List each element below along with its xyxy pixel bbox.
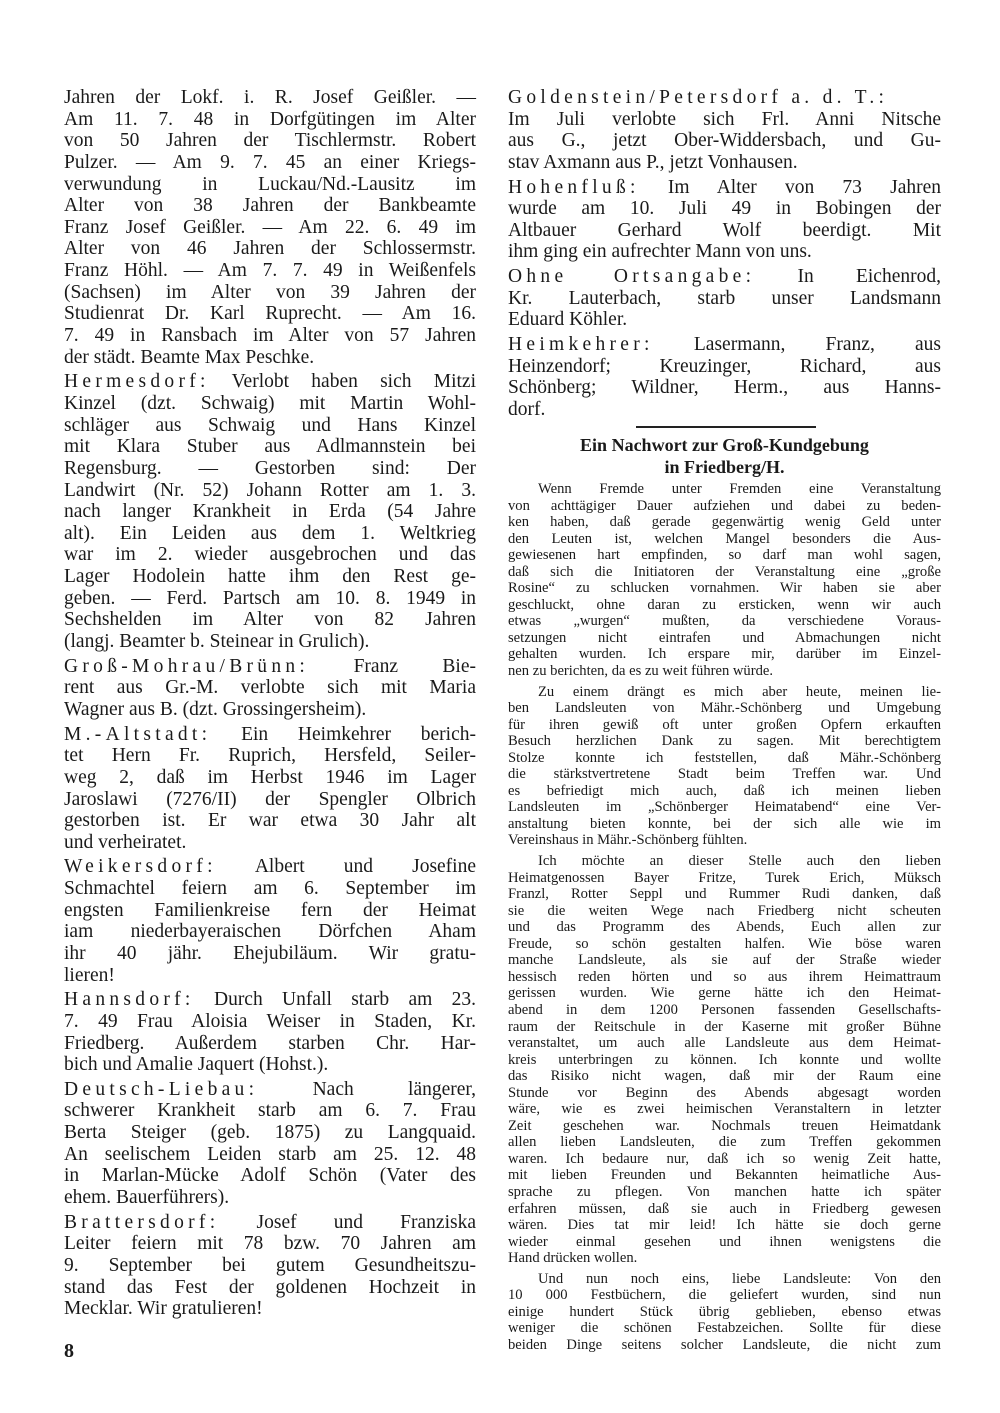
text-line: veranstaltet, um auch alle Landsleute aus dem Heimat- — [508, 1035, 941, 1052]
place-name: Brattersdorf: — [64, 1211, 220, 1233]
text-line: stav Axmann aus P., jetzt Vonhausen. — [508, 151, 798, 173]
text-line — [508, 334, 941, 356]
text-line: erfahren müssen, daß sie auch in Friedberg gewesen — [508, 1200, 941, 1217]
text-line — [64, 1079, 476, 1101]
text-line: allen lieben Landsleuten, die zum Treffen gekommen — [508, 1134, 941, 1151]
text-line: Und nun noch eins, liebe Landsleute: Von den — [538, 1270, 941, 1287]
article-headline — [508, 434, 941, 478]
text-line: Hand drücken wollen. — [508, 1250, 638, 1267]
text-line: engsten Familienkreise fern der Heimat — [64, 899, 476, 921]
text-line: wurde am 10. Juli 49 in Bobingen der — [508, 198, 941, 220]
text-line: 10 000 Festbüchern, die geliefert wurden, sind nun — [508, 1287, 941, 1304]
text-line: setzungen nicht eintrafen und Abmachungen nicht — [508, 629, 941, 646]
text-line: wieder einmal gesehen und ihnen wenigstens die — [508, 1233, 941, 1250]
place-name: Deutsch-Liebau: — [64, 1078, 259, 1100]
entry-text: Durch Unfall starb am 23. — [194, 989, 476, 1011]
article-paragraph — [508, 481, 941, 680]
entry-text: Lasermann, Franz, aus — [653, 334, 941, 356]
place-name: Heimkehrer: — [508, 334, 654, 356]
entry — [508, 334, 941, 421]
entry-text: In Eichenrod, — [755, 266, 941, 288]
text-line: Mecklar. Wir gratulieren! — [64, 1298, 263, 1320]
text-line: Schönberg; Wildner, Herm., aus Hanns- — [508, 377, 941, 399]
text-line: weg 2, daß im Herbst 1946 im Lager — [64, 766, 476, 788]
text-line: raum der Reitschule in der Kaserne mit großer Bühne — [508, 1018, 941, 1035]
text-line: Stunde vor Beginn des Abends abgesagt worden — [508, 1084, 941, 1101]
text-line: anstaltung bieten konnte, bei der sich alle wie im — [508, 815, 941, 832]
text-line: Eduard Köhler. — [508, 309, 628, 331]
text-line: Freude, so schön gestalten halfen. Wie böse waren — [508, 935, 941, 952]
text-line: und verheiratet. — [64, 831, 187, 853]
entry — [64, 371, 476, 652]
text-line: Wenn Fremde unter Fremden eine Veranstaltung — [538, 481, 941, 497]
text-line: (langj. Beamter b. Steinear in Grulich). — [64, 631, 370, 653]
text-line — [508, 177, 941, 199]
text-line: der städt. Beamte Max Peschke. — [64, 346, 315, 368]
entry — [64, 87, 476, 368]
place-name: Hohenfluß: — [508, 176, 640, 198]
text-line: für ihren gewiß oft unter großen Opfern erkauften — [508, 716, 941, 733]
entry — [508, 87, 941, 174]
entry-text: Josef und Franziska — [219, 1211, 476, 1233]
text-line: alt). Ein Leiden aus dem 1. Weltkrieg — [64, 522, 476, 544]
text-line: gehalten wurden. Ich erspare mir, darüber im Einzel- — [508, 646, 941, 663]
text-line: von 50 Jahren der Tischlermstr. Robert — [64, 130, 476, 152]
text-line: Kr. Lauterbach, starb unser Landsmann — [508, 287, 941, 309]
text-line — [64, 656, 476, 678]
divider-rule — [636, 426, 816, 428]
place-name: M.-Altstadt: — [64, 723, 212, 745]
place-name: Weikersdorf: — [64, 856, 217, 878]
text-line — [64, 371, 476, 393]
text-line: Franz Höhl. — Am 7. 7. 49 in Weißenfels — [64, 260, 476, 282]
text-line: Schmachtel feiern am 6. September im — [64, 878, 476, 900]
text-line: bich und Amalie Jaquert (Hohst.). — [64, 1054, 329, 1076]
place-name: Ohne Ortsangabe: — [508, 266, 756, 288]
text-line: Altbauer Gerhard Wolf beerdigt. Mit — [508, 219, 941, 241]
text-line: dorf. — [508, 398, 546, 420]
text-line: iam niederbayeraischen Dörfchen Aham — [64, 921, 476, 943]
text-line: mit Klara Stuber aus Adlmannstein bei — [64, 436, 476, 458]
place-name: Groß-Mohrau/Brünn: — [64, 655, 310, 677]
entry-text: Nach längerer, — [258, 1078, 476, 1100]
text-line: gerissen wurden. Wie gerne hätte ich den Heimat- — [508, 985, 941, 1002]
text-line: Leiter feiern mit 78 bzw. 70 Jahren am — [64, 1233, 476, 1255]
text-line: schwerer Krankheit starb am 6. 7. Frau — [64, 1100, 476, 1122]
entry — [64, 1212, 476, 1320]
text-line: Landwirt (Nr. 52) Johann Rotter am 1. 3. — [64, 479, 476, 501]
text-line: Heinzendorf; Kreuzinger, Richard, aus — [508, 355, 941, 377]
text-line: Zeit geschehen war. Nochmals treuen Heimatdank — [508, 1117, 941, 1134]
text-line: Stolze konnte ich feststellen, daß Mähr.-Schönberg — [508, 749, 941, 766]
text-line: waren. Ich bedaure nur, daß ich so wenig Zeit hatte, — [508, 1150, 941, 1167]
text-line: schläger aus Schwaig und Hans Kinzel — [64, 414, 476, 436]
text-line: geben. — Ferd. Partsch am 10. 8. 1949 in — [64, 587, 476, 609]
text-line — [64, 856, 476, 878]
text-line: Pulzer. — Am 9. 7. 45 an einer Kriegs- — [64, 151, 476, 173]
text-line: mit lieben Freunden und Bekannten heimatliche Aus- — [508, 1167, 941, 1184]
text-line: sie die weiten Wege nach Friedberg nicht scheuten — [508, 902, 941, 919]
left-column — [64, 87, 476, 1323]
text-line: wäre, wie es zwei heimischen Veranstaltern in letzter — [508, 1101, 941, 1118]
text-line: Am 11. 7. 48 in Dorfgütingen im Alter — [64, 108, 476, 130]
text-line: manche Landsleute, als sie auf der Straße wieder — [508, 952, 941, 969]
text-line: etwas „wurgen“ mußten, da verschiedene Voraus- — [508, 613, 941, 630]
text-line: Heimatgenossen Bayer Fritze, Turek Erich, Müksch — [508, 869, 941, 886]
text-line: Alter von 46 Jahren der Schlossermstr. — [64, 238, 476, 260]
text-line: war im 2. wieder ausgebrochen und das — [64, 544, 476, 566]
text-line: nach langer Krankheit in Erda (54 Jahre — [64, 501, 476, 523]
text-line: Alter von 38 Jahren der Bankbeamte — [64, 195, 476, 217]
text-line: hessisch reden hörten und so aus ihrem Heimattraum — [508, 968, 941, 985]
text-line: die stärkstvertretene Stadt beim Treffen war. Und — [508, 766, 941, 783]
entry — [64, 1079, 476, 1209]
article-paragraph — [508, 684, 941, 849]
text-line: wären. Dies tat mir leid! Ich hätte sie doch gerne — [508, 1217, 941, 1234]
entry — [64, 656, 476, 721]
text-line: gestorben ist. Er war etwa 30 Jahr alt — [64, 810, 476, 832]
text-line: Friedberg. Außerdem starben Chr. Har- — [64, 1032, 476, 1054]
text-line — [508, 266, 941, 288]
text-line: tet Hern Fr. Ruprich, Hersfeld, Seiler- — [64, 745, 476, 767]
headline-line: Ein Nachwort zur Groß-Kundgebung — [580, 435, 869, 455]
text-line: Zu einem drängt es mich aber heute, meinen lie- — [538, 683, 941, 700]
text-line: sprache zu pflegen. Von manchen hatte ich später — [508, 1183, 941, 1200]
text-line: aus G., jetzt Ober-Widdersbach, und Gu- — [508, 130, 941, 152]
text-line: Sechshelden im Alter von 82 Jahren — [64, 609, 476, 631]
text-line: Berta Steiger (geb. 1875) zu Langquaid. — [64, 1122, 476, 1144]
text-line: Wagner aus B. (dzt. Grossingersheim). — [64, 698, 367, 720]
text-line: stand das Fest der goldenen Hochzeit in — [64, 1276, 476, 1298]
text-line: verwundung in Luckau/Nd.-Lausitz im — [64, 173, 476, 195]
entry — [508, 266, 941, 331]
entry-text: Ein Heimkehrer berich- — [211, 723, 476, 745]
text-line: Besuch herzlichen Dank zu sagen. Mit berechtigtem — [508, 733, 941, 750]
text-line: den Leuten ist, welchen Mangel besonders die Aus- — [508, 530, 941, 547]
text-line: abend in dem 1200 Personen fassenden Gesellschafts- — [508, 1001, 941, 1018]
right-column — [508, 87, 941, 424]
text-line — [64, 989, 476, 1011]
place-name: Hannsdorf: — [64, 989, 195, 1011]
text-line — [508, 87, 941, 109]
text-line — [64, 724, 476, 746]
text-line: Vereinshaus in Mähr.-Schönberg fühlten. — [508, 832, 748, 849]
text-line: einige hundert Stück übrig geblieben, ebenso etwas — [508, 1303, 941, 1320]
entry-text: Im Alter von 73 Jahren — [639, 176, 941, 198]
text-line: Landsleuten im „Schönberger Heimatabend“ eine Ver- — [508, 799, 941, 816]
entry — [508, 177, 941, 264]
text-line: in Marlan-Mücke Adolf Schön (Vater des — [64, 1165, 476, 1187]
text-line: und das Programm des Abends, Euch allen zur — [508, 919, 941, 936]
text-line: nen zu berichten, da es zu weit führen würde. — [508, 663, 774, 680]
entry — [64, 856, 476, 986]
text-line: lieren! — [64, 964, 115, 986]
text-line: gewiesenen hart empfinden, so darf man wohl sagen, — [508, 547, 941, 564]
text-line — [64, 1212, 476, 1234]
entry — [64, 989, 476, 1076]
text-line: Jaroslawi (7276/II) der Spengler Olbrich — [64, 788, 476, 810]
entry-text: Franz Bie- — [309, 655, 476, 677]
text-line: Jahren der Lokf. i. R. Josef Geißler. — — [64, 87, 476, 108]
text-line: Lager Hodolein hatte ihm den Rest ge- — [64, 566, 476, 588]
text-line: (Sachsen) im Alter von 39 Jahren der — [64, 281, 476, 303]
text-line: ihm ging ein aufrechter Mann von uns. — [508, 241, 812, 263]
page-number: 8 — [64, 1340, 74, 1362]
place-name: Hermesdorf: — [64, 371, 210, 393]
text-line: 7. 49 in Ransbach im Alter von 57 Jahren — [64, 325, 476, 347]
article-paragraph — [508, 853, 941, 1267]
text-line: rent aus Gr.-M. verlobte sich mit Maria — [64, 677, 476, 699]
text-line: geschluckt, ohne daran zu ersticken, wenn wir auch — [508, 596, 941, 613]
article-body — [508, 481, 941, 1357]
text-line: weniger die schönen Festabzeichen. Sollte für diese — [508, 1320, 941, 1337]
text-line: von achttägiger Dauer aufziehen und dabei zu beden- — [508, 497, 941, 514]
text-line: An seelischem Leiden starb am 25. 12. 48 — [64, 1143, 476, 1165]
entry-text: Verlobt haben sich Mitzi — [209, 371, 476, 393]
entry — [64, 724, 476, 854]
text-line: ihr 40 jähr. Ehejubiläum. Wir gratu- — [64, 942, 476, 964]
entry-text: Albert und Josefine — [216, 856, 476, 878]
text-line: ben Landsleuten von Mähr.-Schönberg und Umgebung — [508, 700, 941, 717]
text-line: ehem. Bauerführers). — [64, 1187, 230, 1209]
text-line: ken haben, daß gerade gegenwärtig wenig Geld unter — [508, 514, 941, 531]
text-line: Im Juli verlobte sich Frl. Anni Nitsche — [508, 108, 941, 130]
text-line: Rosine“ zu schlucken vornahmen. Wir haben sie aber — [508, 580, 941, 597]
text-line: das Risiko nicht wagen, daß mir der Raum eine — [508, 1068, 941, 1085]
text-line: 9. September bei gutem Gesundheitszu- — [64, 1254, 476, 1276]
text-line: Franz Josef Geißler. — Am 22. 6. 49 im — [64, 216, 476, 238]
text-line: Kinzel (dzt. Schwaig) mit Martin Wohl- — [64, 392, 476, 414]
headline-line: in Friedberg/H. — [664, 457, 785, 477]
article-paragraph — [508, 1271, 941, 1354]
text-line: Franzl, Rotter Seppl und Rummer Rudi danken, daß — [508, 886, 941, 903]
text-line: daß sich die Initiatoren der Veranstaltung eine „große — [508, 563, 941, 580]
text-line: Ich möchte an dieser Stelle auch den lieben — [538, 853, 941, 870]
text-line: beiden Dinge seitens solcher Landsleute, die nicht zum — [508, 1336, 941, 1353]
text-line: Studienrat Dr. Karl Ruprecht. — Am 16. — [64, 303, 476, 325]
text-line: es befriedigt mich auch, daß ich meinen lieben — [508, 782, 941, 799]
text-line: Regensburg. — Gestorben sind: Der — [64, 457, 476, 479]
text-line: 7. 49 Frau Aloisia Weiser in Staden, Kr. — [64, 1010, 476, 1032]
place-name: Goldenstein/Petersdorf a. d. T.: — [508, 87, 889, 108]
text-line: kreis unterbringen zu können. Ich konnte und wollte — [508, 1051, 941, 1068]
